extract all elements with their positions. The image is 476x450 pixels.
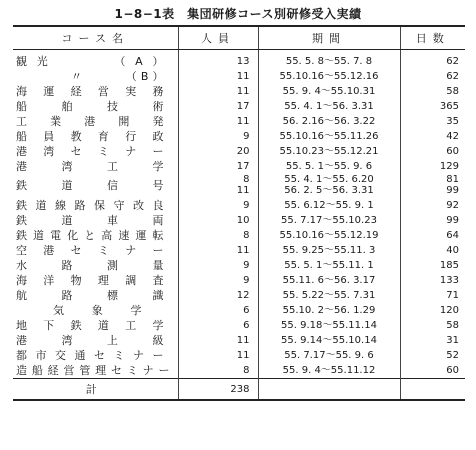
people-count: 11 [178,69,258,84]
people-count: 8 [178,228,258,243]
people-count: 17 [178,99,258,114]
total-days-empty [400,379,465,401]
header-people: 人員 [178,26,258,50]
people-count: 11 [178,348,258,363]
total-label: 計 [13,379,178,401]
course-name: 都市交通セミナー [16,349,164,362]
period: 55. 5. 1〜55. 9. 6 [258,159,400,174]
days-count: 185 [400,258,465,273]
people-count: 8 [178,363,258,379]
table-body [13,50,465,379]
training-results-table [13,25,465,401]
period: 55. 5.22〜55. 7.31 [258,288,400,303]
course-name: 気象学 [53,304,142,317]
table-row [13,273,465,288]
days-count: 58 [400,84,465,99]
period: 55. 9.25〜55.11. 3 [258,243,400,258]
course-name: 港湾セミナー [16,145,164,158]
people-count: 9 [178,129,258,144]
people-count: 9 [178,258,258,273]
people-count: 11 [178,84,258,99]
course-name: 船員教育行政 [16,130,164,143]
period: 55. 9.18〜55.11.14 [258,318,400,333]
period: 55. 9. 4〜55.11.12 [258,363,400,379]
course-name: 造船経営管理セミナー [16,364,170,377]
period: 55.10. 2〜56. 1.29 [258,303,400,318]
days-count: 60 [400,363,465,379]
people-count: 6 [178,303,258,318]
course-name: 航路標識 [16,289,164,302]
days-count: 40 [400,243,465,258]
days-count: 71 [400,288,465,303]
header-course: コース名 [13,26,178,50]
course-name: 鉄道電化と高速運転 [16,229,164,242]
table-header [13,26,465,50]
people-count: 6 [178,318,258,333]
period: 55.11. 6〜56. 3.17 [258,273,400,288]
period: 55. 6.12〜55. 9. 1 [258,198,400,213]
period: 55. 5. 1〜55.11. 1 [258,258,400,273]
table-title: 1−8−1表 集団研修コース別研修受入実績 [114,7,362,21]
table-row [13,129,465,144]
people-count: 10 [178,213,258,228]
days-count: 120 [400,303,465,318]
table-row [13,114,465,129]
days-count: 129 [400,159,465,174]
total-period-empty [258,379,400,401]
course-name: 観光 （A） [16,55,164,68]
days-count: 64 [400,228,465,243]
course-name: 海洋物理調査 [16,274,164,287]
period: 55.10.16〜55.12.16 [258,69,400,84]
days-count: 62 [400,50,465,70]
period: 55. 4. 1〜56. 3.31 [258,99,400,114]
table-row [13,243,465,258]
period: 55. 9.14〜55.10.14 [258,333,400,348]
table-row [13,333,465,348]
table-row [13,198,465,213]
course-name: 水路測量 [16,259,164,272]
table-row [13,363,465,379]
days-count: 58 [400,318,465,333]
course-name: 船舶技術 [16,100,164,113]
period: 55. 9. 4〜55.10.31 [258,84,400,99]
days-count: 62 [400,69,465,84]
days-count: 81 99 [400,174,465,198]
period: 55.10.16〜55.12.19 [258,228,400,243]
people-count: 20 [178,144,258,159]
days-count: 31 [400,333,465,348]
people-count: 11 [178,333,258,348]
people-count: 13 [178,50,258,70]
course-name: 鉄道線路保守改良 [16,199,164,212]
period: 55.10.16〜55.11.26 [258,129,400,144]
people-count: 12 [178,288,258,303]
period: 55. 7.17〜55.10.23 [258,213,400,228]
people-count: 8 11 [178,174,258,198]
days-count: 92 [400,198,465,213]
days-count: 133 [400,273,465,288]
total-row [13,379,465,401]
course-name: 工業港開発 [16,115,164,128]
table-row [13,303,465,318]
header-period: 期間 [258,26,400,50]
period: 56. 2.16〜56. 3.22 [258,114,400,129]
header-days: 日数 [400,26,465,50]
table-row [13,69,465,84]
total-people: 238 [178,379,258,401]
course-name: 鉄道車両 [16,214,164,227]
period: 55. 4. 1〜55. 6.20 56. 2. 5〜56. 3.31 [258,174,400,198]
course-name: 空港セミナー [16,244,164,257]
course-name: 港湾工学 [16,160,164,173]
table-row [13,144,465,159]
table-row [13,228,465,243]
table-row [13,348,465,363]
period: 55. 7.17〜55. 9. 6 [258,348,400,363]
course-name: 〃 （B） [71,70,164,83]
course-name: 港湾上級 [16,334,164,347]
period: 55.10.23〜55.12.21 [258,144,400,159]
table-row [13,99,465,114]
table-row [13,50,465,70]
table-row [13,84,465,99]
table-row [13,159,465,174]
days-count: 52 [400,348,465,363]
people-count: 9 [178,273,258,288]
people-count: 11 [178,243,258,258]
days-count: 35 [400,114,465,129]
people-count: 11 [178,114,258,129]
table-row [13,174,465,198]
table-row [13,258,465,273]
days-count: 99 [400,213,465,228]
days-count: 60 [400,144,465,159]
table-row [13,213,465,228]
course-name: 鉄道信号 [16,179,164,192]
table-row [13,318,465,333]
days-count: 365 [400,99,465,114]
people-count: 17 [178,159,258,174]
table-row [13,288,465,303]
days-count: 42 [400,129,465,144]
course-name: 地下鉄道工学 [16,319,164,332]
period: 55. 5. 8〜55. 7. 8 [258,50,400,70]
course-name: 海運経営実務 [16,85,164,98]
people-count: 9 [178,198,258,213]
